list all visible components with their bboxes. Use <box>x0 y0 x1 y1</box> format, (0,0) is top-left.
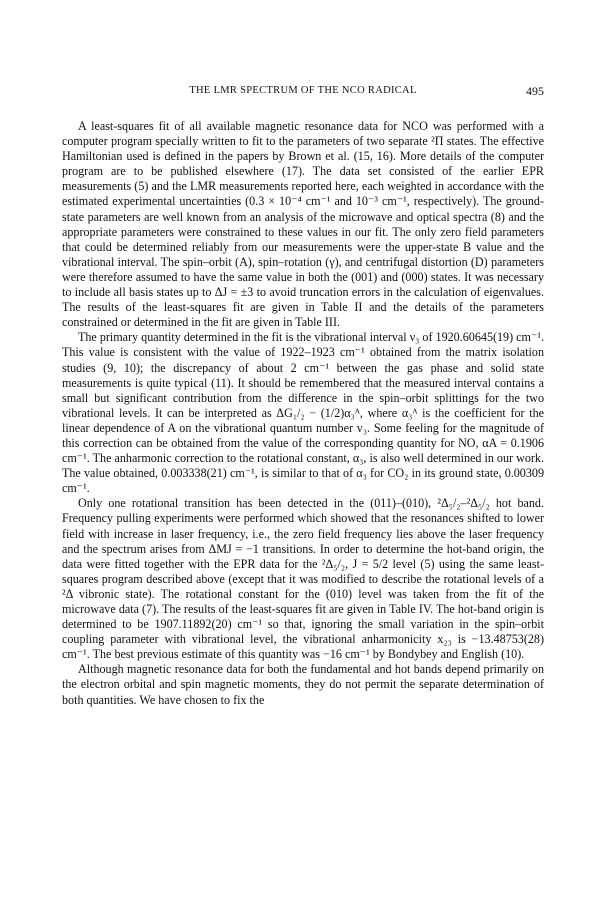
paragraph-least-squares-fit: A least-squares fit of all available magnetic resonance data for NCO was performed with a computer program specially written to fit to the parameters of two separate ²Π states. The effective Hamiltonian used is defined in the papers by Brown et al. (15, 16). More details of the computer program are to be published elsewhere (17). The data set consisted of the earlier EPR measurements (5) and the LMR measurements reported here, each weighted in accordance with the estimated experimental uncertainties (0.3 × 10⁻⁴ cm⁻¹ and 10⁻³ cm⁻¹, respectively). The ground-state parameters are well known from an analysis of the microwave and optical spectra (8) and the appropriate parameters were constrained to these values in our fit. The only zero field parameters that could be determined reliably from our measurements were the upper-state B value and the vibrational interval. The spin–orbit (A), spin–rotation (γ), and centrifugal distortion (D) parameters were therefore assumed to have the same value in both the (001) and (000) states. It was necessary to include all basis states up to ΔJ = ±3 to avoid truncation errors in the calculation of eigenvalues. The results of the least-squares fit are given in Table II and the details of the parameters constrained or determined in the fit are given in Table III. <box>62 119 544 330</box>
page-number: 495 <box>526 84 544 98</box>
body-text <box>62 119 544 708</box>
running-title: THE LMR SPECTRUM OF THE NCO RADICAL <box>189 85 417 96</box>
paragraph-vibrational-interval: The primary quantity determined in the fit is the vibrational interval ν₃ of 1920.60645(19) cm⁻¹. This value is consistent with the value of 1922–1923 cm⁻¹ obtained from the matrix isolation studies (9, 10); the discrepancy of about 2 cm⁻¹ between the gas phase and solid state measurements is quite typical (11). It should be remembered that the measured interval contains a small but significant contribution from the difference in the spin–orbit splittings for the two vibrational levels. It can be interpreted as ΔG₁/₂ − (1/2)α₃ᴬ, where α₃ᴬ is the coefficient for the linear dependence of A on the vibrational quantum number v₃. Some feeling for the magnitude of this correction can be obtained from the value of the corresponding quantity for NO, αA = 0.1906 cm⁻¹. The anharmonic correction to the rotational constant, α₃, is also well determined in our work. The value obtained, 0.003338(21) cm⁻¹, is similar to that of α₃ for CO₂ in its ground state, 0.00309 cm⁻¹. <box>62 330 544 496</box>
page-header <box>62 85 544 101</box>
paragraph-magnetic-moments: Although magnetic resonance data for both the fundamental and hot bands depend primarily on the electron orbital and spin magnetic moments, they do not permit the separate determination of both quantities. We have chosen to fix the <box>62 662 544 707</box>
paragraph-hot-band: Only one rotational transition has been detected in the (011)–(010), ²Δ₅/₂–²Δ₅/₂ hot band. Frequency pulling experiments were performed which showed that the resonances shifted to lower field with increase in laser frequency, i.e., the zero field frequency lies above the laser frequency and the spectrum arises from ΔMJ = −1 transitions. In order to determine the hot-band origin, the data were fitted together with the EPR data for the ²Δ₅/₂, J = 5/2 level (5) using the same least-squares program described above (except that it was modified to describe the rotational levels of a ²Δ vibronic state). The rotational constant for the (010) level was taken from the fit of the microwave data (7). The results of the least-squares fit are given in Table IV. The hot-band origin is determined to be 1907.11892(20) cm⁻¹ so that, ignoring the small variation in the spin–orbit coupling parameter with vibrational level, the vibrational anharmonicity x₂₃ is −13.48753(28) cm⁻¹. The best previous estimate of this quantity was −16 cm⁻¹ by Bondybey and English (10). <box>62 496 544 662</box>
